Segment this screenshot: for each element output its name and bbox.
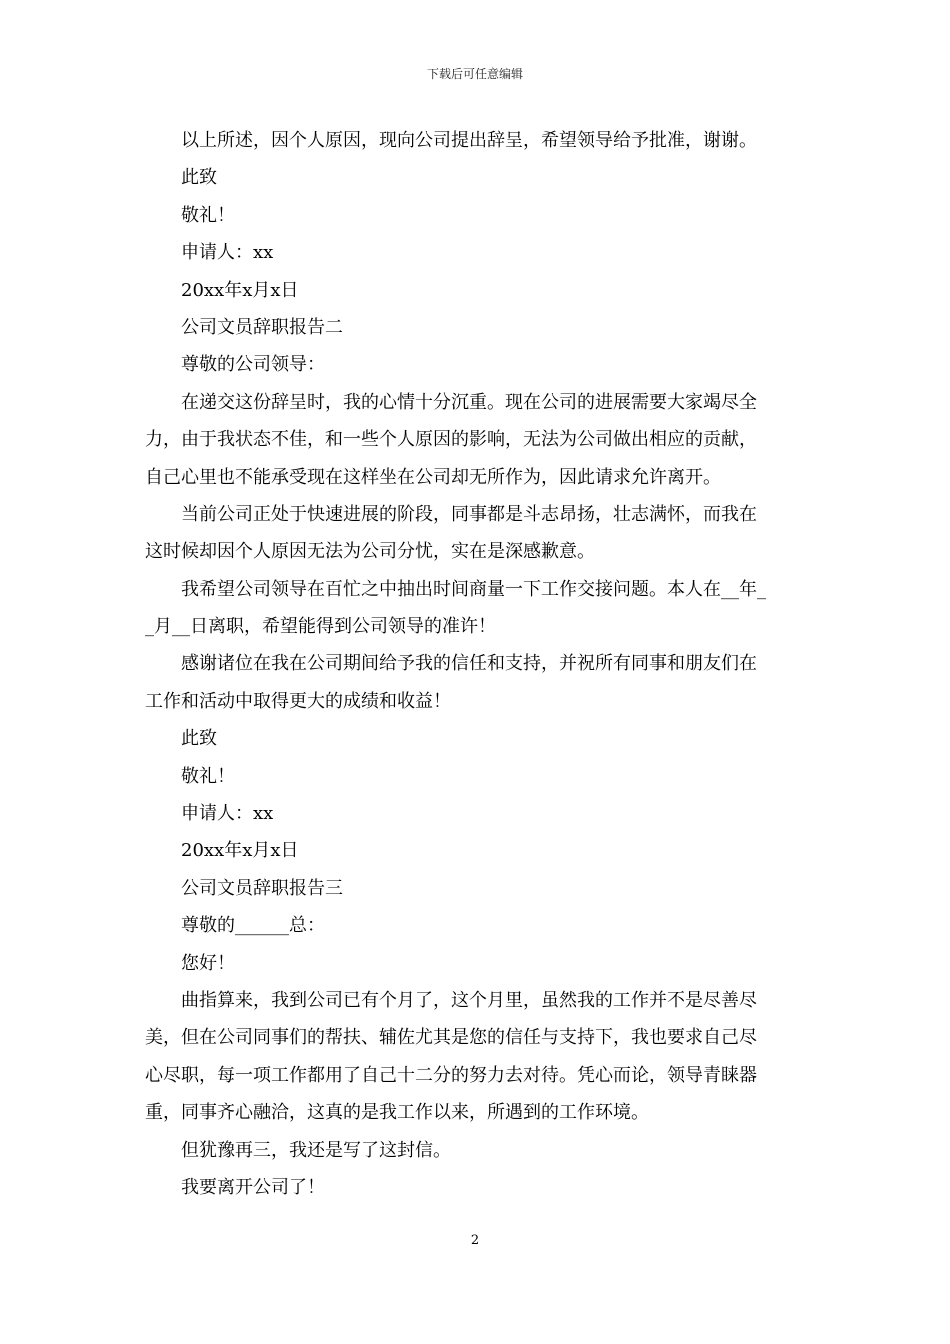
text-line: 公司文员辞职报告三 [181,877,343,899]
text-line: 在递交这份辞呈时，我的心情十分沉重。现在公司的进展需要大家竭尽全 [181,391,757,413]
text-line: 重，同事齐心融洽，这真的是我工作以来，所遇到的工作环境。 [145,1102,649,1124]
text-line: 尊敬的______总： [181,915,325,937]
text-line: 以上所述，因个人原因，现向公司提出辞呈，希望领导给予批准，谢谢。 [181,130,757,151]
text-line: 敬礼！ [181,765,235,787]
text-line: 我希望公司领导在百忙之中抽出时间商量一下工作交接问题。本人在__年_ [181,578,766,600]
text-line: 申请人：xx [181,242,274,264]
text-line: 这时候却因个人原因无法为公司分忧，实在是深感歉意。 [145,541,595,563]
text-line: 工作和活动中取得更大的成绩和收益！ [145,690,451,712]
document-body [145,122,807,1206]
text-line: 感谢诸位在我在公司期间给予我的信任和支持，并祝所有同事和朋友们在 [181,653,757,675]
text-line: 敬礼！ [181,204,235,226]
header-note: 下载后可任意编辑 [426,67,523,81]
text-line: 公司文员辞职报告二 [181,316,343,338]
text-line: 力，由于我状态不佳，和一些个人原因的影响，无法为公司做出相应的贡献， [145,429,757,451]
text-line: 曲指算来，我到公司已有个月了，这个月里，虽然我的工作并不是尽善尽 [181,989,757,1011]
text-line: 此致 [181,167,217,189]
text-line: 20xx年x月x日 [181,840,299,862]
text-line: 当前公司正处于快速进展的阶段，同事都是斗志昂扬，壮志满怀，而我在 [181,503,757,525]
text-line: 我要离开公司了！ [181,1176,325,1198]
text-line: 申请人：xx [181,803,274,825]
text-line: 心尽职，每一项工作都用了自己十二分的努力去对待。凭心而论，领导青睐器 [145,1064,757,1086]
text-line: 您好！ [181,952,235,974]
text-line: 美，但在公司同事们的帮扶、辅佐尤其是您的信任与支持下，我也要求自己尽 [145,1027,757,1049]
text-line: _月__日离职，希望能得到公司领导的准许！ [145,616,496,638]
page-number: 2 [470,1233,480,1248]
text-line: 但犹豫再三，我还是写了这封信。 [181,1139,451,1161]
text-line: 自己心里也不能承受现在这样坐在公司却无所作为，因此请求允许离开。 [145,466,721,488]
text-line: 此致 [181,728,217,750]
text-line: 尊敬的公司领导： [181,354,325,376]
text-line: 20xx年x月x日 [181,279,299,301]
